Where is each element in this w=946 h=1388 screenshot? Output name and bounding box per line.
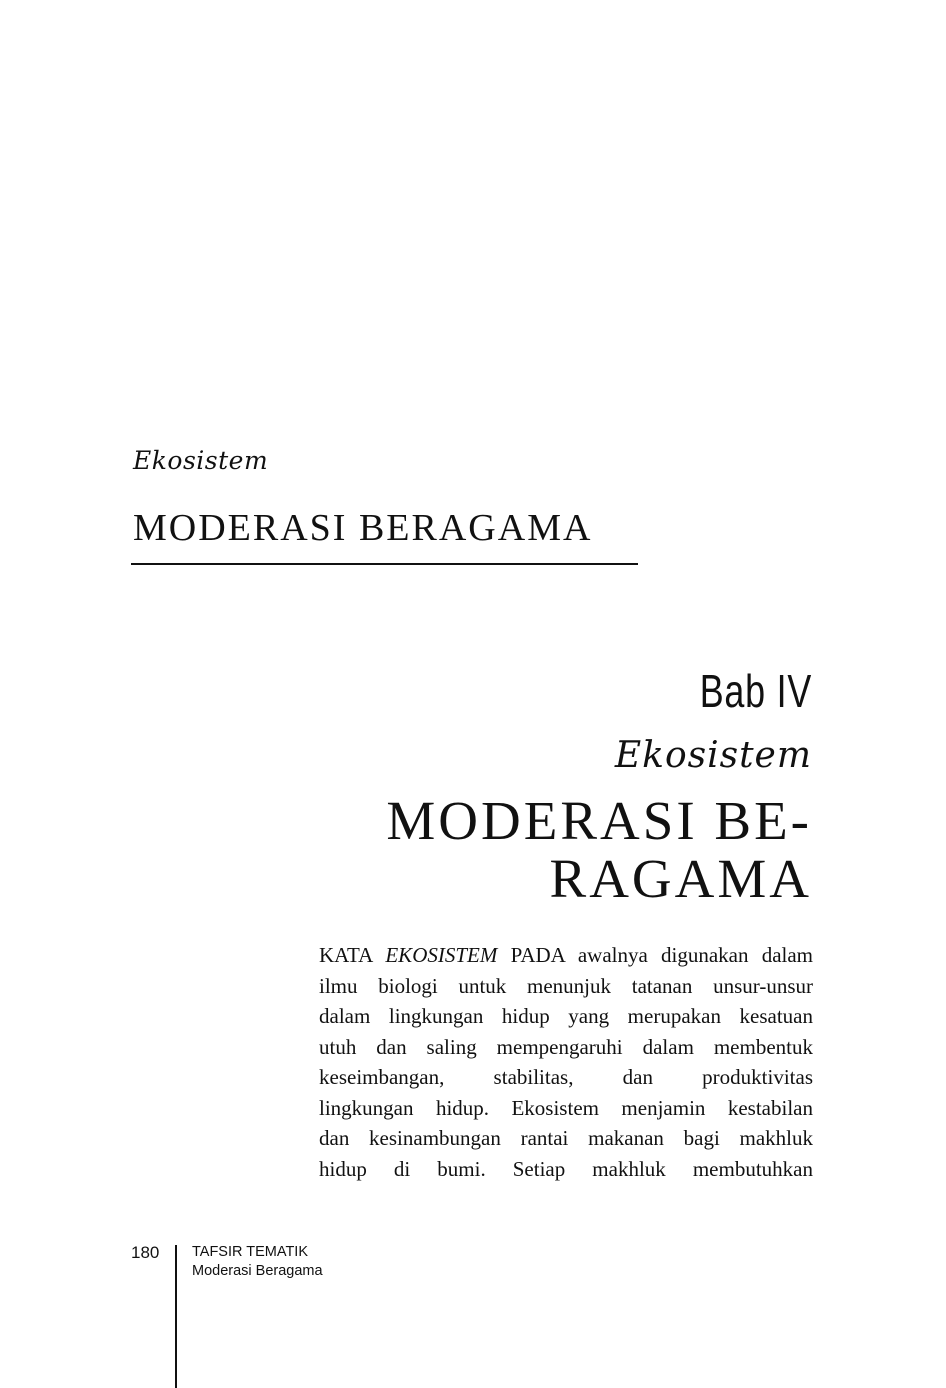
body-line-6: lingkungan hidup. Ekosistem menjamin kestabilan — [319, 1095, 813, 1120]
body-line-3: dalam lingkungan hidup yang merupakan kesatuan — [319, 1004, 813, 1028]
chapter-title-line-1: MODERASI BE- — [386, 790, 812, 851]
body-line-1 — [319, 940, 813, 971]
footer-book-title: TAFSIR TEMATIK — [192, 1244, 309, 1260]
chapter-title — [212, 792, 812, 908]
body-lead-italic: EKOSISTEM — [385, 943, 498, 967]
chapter-title-line-2: RAGAMA — [549, 848, 812, 909]
page-number: 180 — [131, 1243, 160, 1262]
body-line-4: utuh dan saling mempengaruhi dalam membentuk — [319, 1034, 813, 1059]
body-line-7: dan kesinambungan rantai makanan bagi makhluk — [319, 1126, 813, 1150]
body-line-5: keseimbangan, stabilitas, dan produktivitas — [319, 1065, 813, 1089]
footer-book-info — [192, 1243, 323, 1281]
body-lead-caps: KATA — [319, 943, 373, 967]
body-paragraph — [319, 940, 813, 1184]
running-head-script-word: Ekosistem — [133, 446, 269, 475]
body-line-2: ilmu biologi untuk menunjuk tatanan unsur-unsur — [319, 973, 813, 998]
running-head — [133, 446, 638, 550]
running-head-divider — [131, 563, 638, 565]
running-head-title: MODERASI BERAGAMA — [133, 507, 593, 549]
chapter-label: Bab IV — [699, 665, 812, 717]
body-lead-caps-2: PADA — [510, 943, 565, 967]
chapter-script-word: Ekosistem — [614, 735, 812, 776]
footer-book-subtitle: Moderasi Beragama — [192, 1263, 323, 1279]
body-line-8: hidup di bumi. Setiap makhluk membutuhkan — [319, 1156, 813, 1181]
footer-divider — [175, 1245, 177, 1388]
body-line-1-rest: awalnya digunakan dalam — [577, 943, 814, 967]
